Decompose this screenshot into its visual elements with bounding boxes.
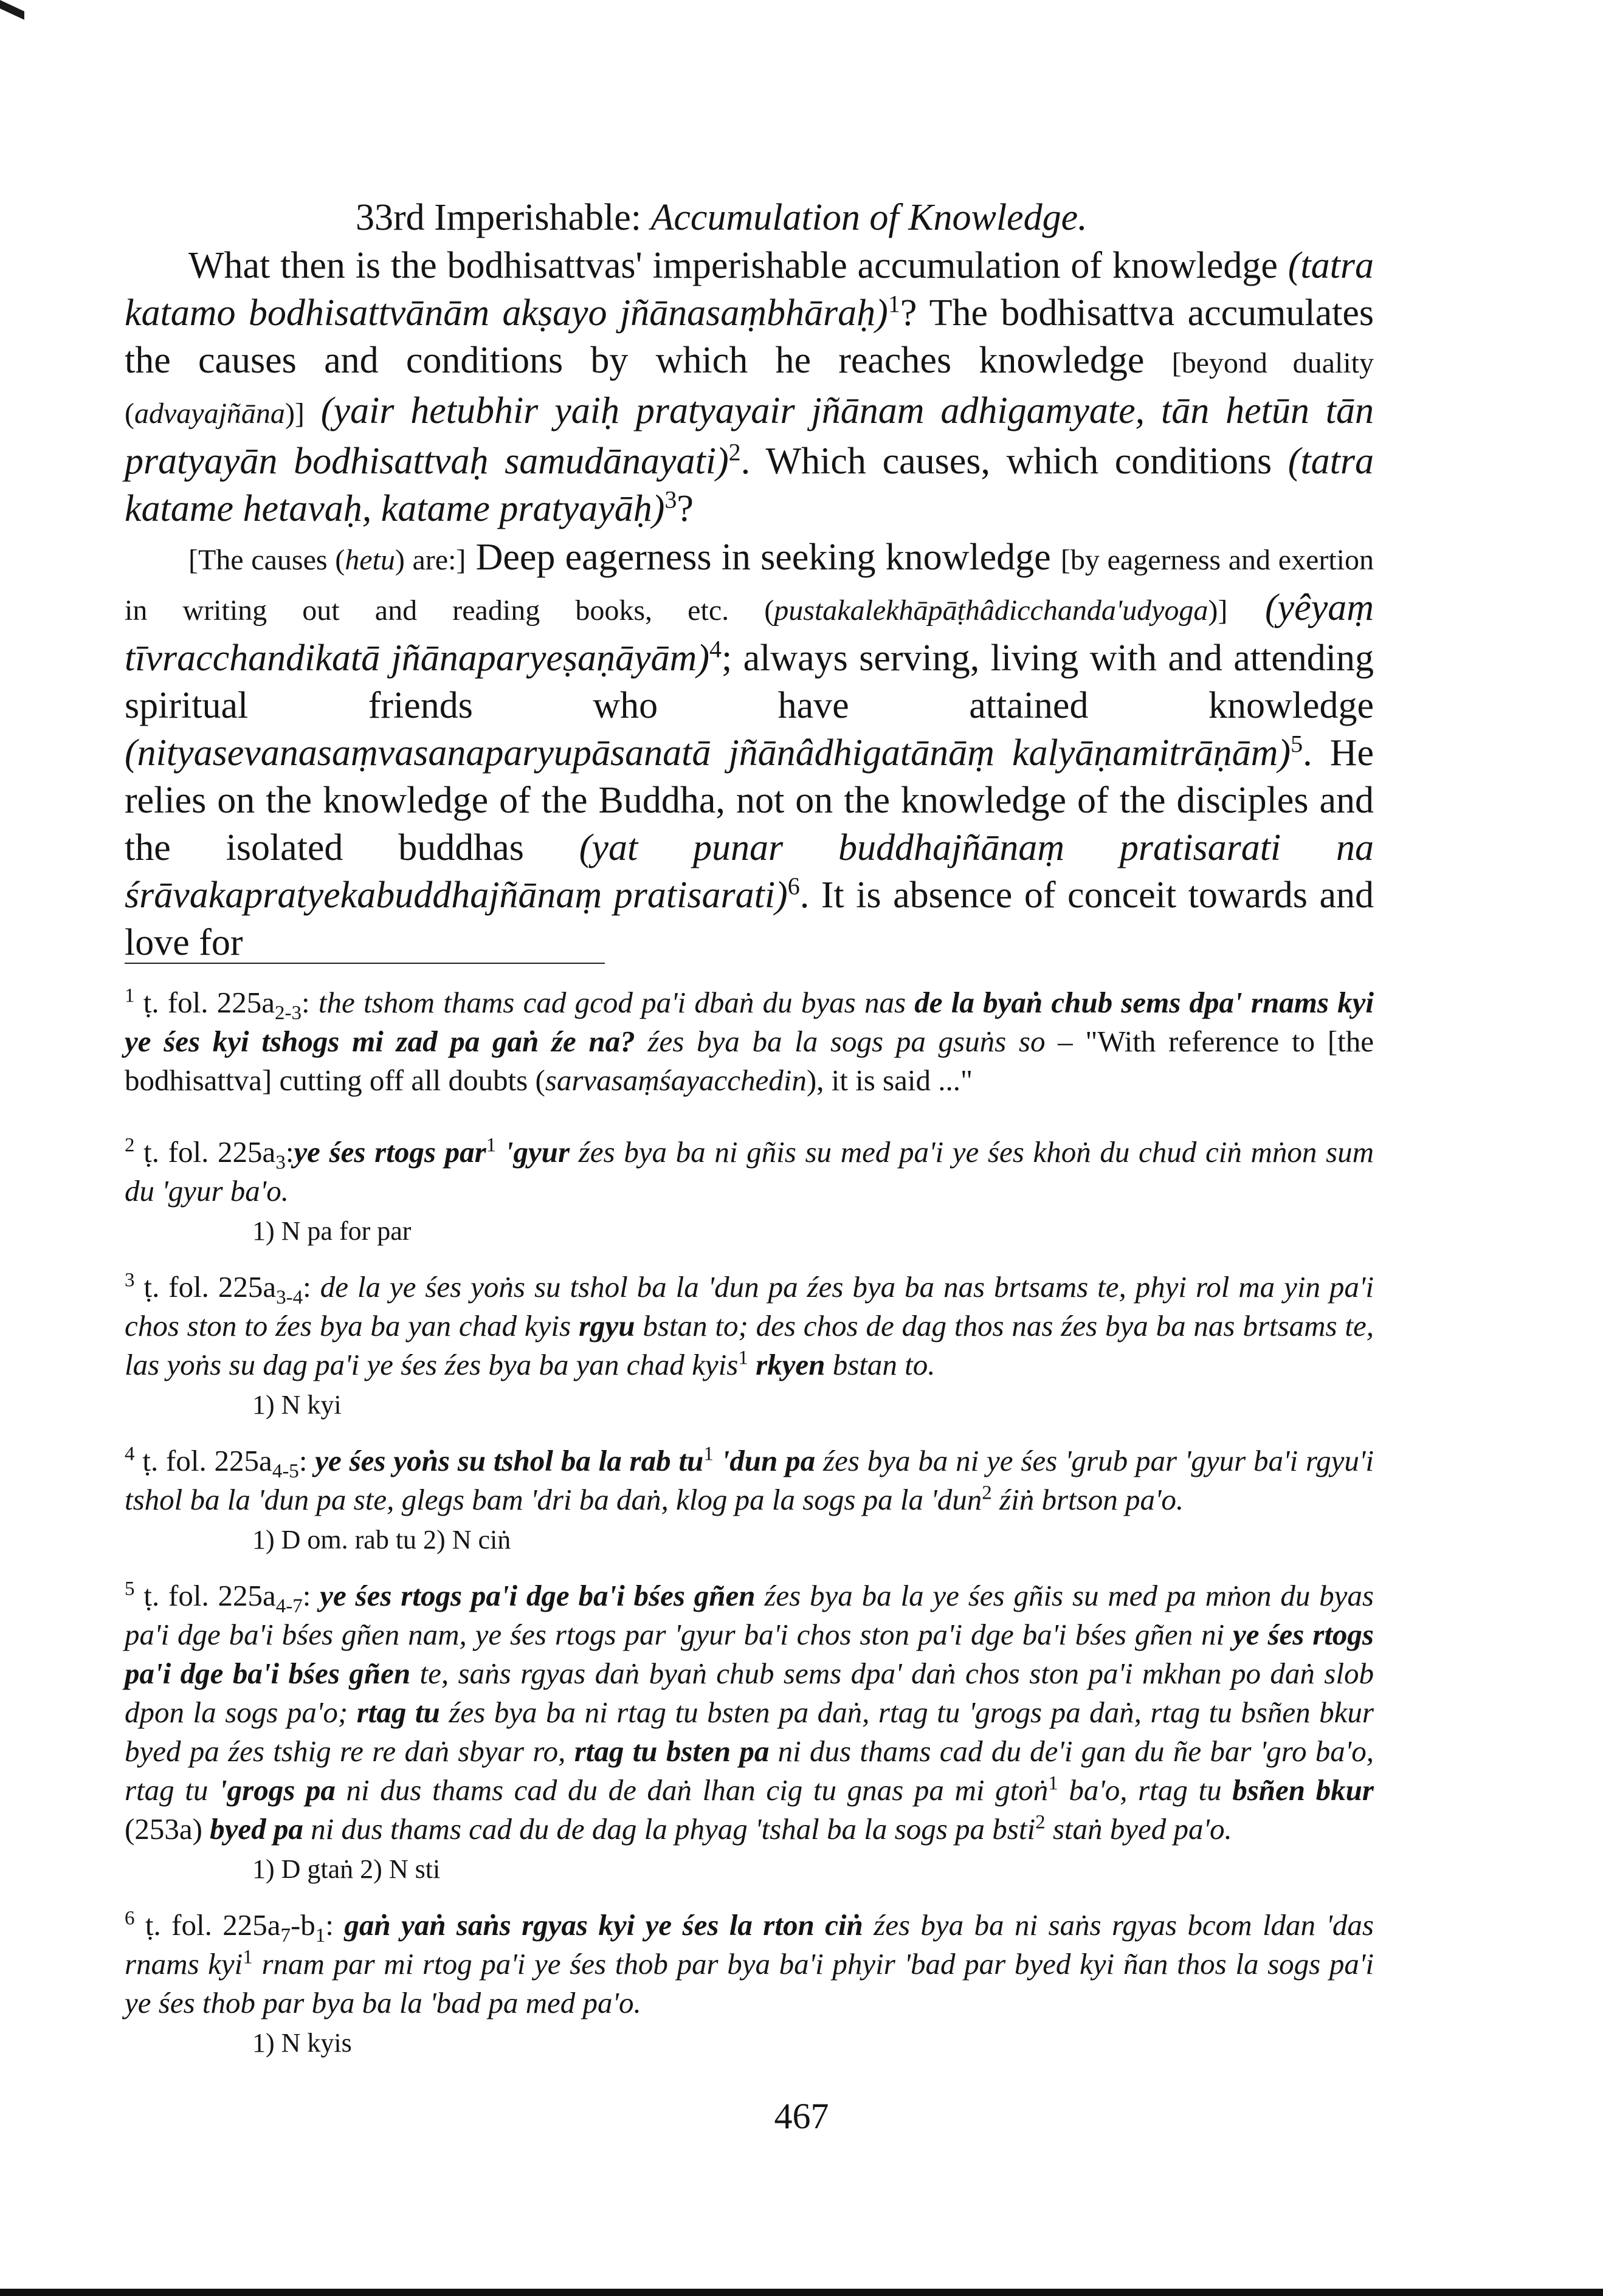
tibetan-text: ni dus thams cad du de daṅ lhan cig tu gnas pa mi gtoṅ xyxy=(335,1773,1049,1807)
tibetan-lemma: ye śes yoṅs su tshol ba la rab tu xyxy=(315,1444,704,1477)
p1-gloss-term: advayajñāna xyxy=(134,397,285,430)
p2-gloss-b-open: [by eagerness and exertion in writing out and reading books, etc. ( xyxy=(125,544,1374,627)
variant-note: 1) N kyi xyxy=(252,1390,342,1420)
translation-text: "With reference to [the bodhisattva] cutting off all doubts ( xyxy=(125,1025,1374,1097)
folio-ref: ṭ. fol. 225a xyxy=(143,986,275,1019)
page-content xyxy=(125,193,1374,2061)
p2-text-c: . He relies on the knowledge of the Buddha, not on the knowledge of the disciples and the isolated buddhas xyxy=(125,732,1374,868)
folio-line: 2-3 xyxy=(275,1002,302,1024)
p1-text-a: What then is the bodhisattvas' imperishable accumulation of knowledge xyxy=(188,245,1288,286)
folio-marker: (253a) xyxy=(125,1812,210,1846)
variant-ref: 2 xyxy=(982,1482,992,1504)
tibetan-text: źiṅ brtson pa'o. xyxy=(991,1483,1184,1516)
p2-text-a: Deep eagerness in seeking knowledge xyxy=(466,537,1061,578)
p2-gloss-a-term: hetu xyxy=(345,544,395,576)
tibetan-lemma: rgyu xyxy=(578,1309,635,1342)
footnote-number: 1 xyxy=(125,985,135,1007)
heading-title: Accumulation of Knowledge. xyxy=(650,197,1088,238)
tibetan-text: źes bya ba la sogs pa gsuṅs so – xyxy=(635,1025,1086,1058)
footnote-ref-4: 4 xyxy=(709,635,722,663)
paragraph-2 xyxy=(125,534,1374,966)
tibetan-lemma: ye śes rtogs pa'i dge ba'i bśes gñen xyxy=(125,1618,1374,1690)
tibetan-text: bstan to. xyxy=(825,1348,936,1381)
footnote-4 xyxy=(125,1442,1374,1519)
folio-range: -b xyxy=(290,1908,315,1942)
footnote-1 xyxy=(125,983,1374,1100)
folio-colon: : xyxy=(298,1444,315,1477)
tibetan-text: ni dus thams cad du de'i gan du ñe bar 'gro ba'o, rtag tu xyxy=(125,1734,1374,1807)
p1-text-b: ? The bodhisattva accumulates the causes and conditions by which he reaches knowledge xyxy=(125,292,1374,381)
tibetan-lemma: 'grogs pa xyxy=(219,1773,336,1807)
folio-ref: ṭ. fol. 225a xyxy=(143,1270,277,1304)
tibetan-lemma: 'gyur xyxy=(496,1135,570,1169)
variant-ref: 1 xyxy=(1048,1772,1058,1795)
folio-line: 1 xyxy=(315,1924,326,1947)
p2-gloss-a-close: ) are:] xyxy=(395,544,466,576)
footnote-number: 6 xyxy=(125,1907,135,1930)
variant-ref: 1 xyxy=(738,1347,748,1369)
footnote-6 xyxy=(125,1906,1374,2023)
p1-gloss-open: [beyond duality ( xyxy=(125,347,1374,430)
tibetan-lemma: bsñen bkur xyxy=(1232,1773,1374,1807)
footnote-number: 2 xyxy=(125,1134,135,1157)
p2-sanskrit-3: (yat punar buddhajñānaṃ pratisarati na śrāvakapratyekabuddhajñānaṃ pratisarati) xyxy=(125,827,1374,916)
folio-line: 3 xyxy=(275,1151,286,1174)
sanskrit-term: sarvasaṃśayacchedin xyxy=(545,1064,807,1097)
scan-corner-mark xyxy=(0,0,24,20)
footnote-ref-5: 5 xyxy=(1291,730,1303,758)
footnote-number: 5 xyxy=(125,1578,135,1600)
tibetan-text: the tshom thams cad gcod pa'i dbaṅ du byas nas xyxy=(318,986,915,1019)
tibetan-text: de la ye śes yoṅs su tshol ba la 'dun pa źes bya ba nas brtsams te, phyi rol ma yin pa'i chos ston to źes bya ba yan chad kyis xyxy=(125,1270,1374,1342)
folio-colon: : xyxy=(302,986,319,1019)
p1-text-c: . Which causes, which conditions xyxy=(740,441,1288,482)
tibetan-text: źes bya ba ni ye śes 'grub par 'gyur ba'i rgyu'i tshol ba la 'dun pa ste, glegs bam 'dri ba daṅ, klog pa la sogs pa la 'dun xyxy=(125,1444,1374,1516)
folio-line: 7 xyxy=(280,1924,291,1947)
footnote-3 xyxy=(125,1268,1374,1384)
p2-gloss-b-close: )] xyxy=(1208,594,1228,627)
footnote-number: 3 xyxy=(125,1269,135,1291)
tibetan-lemma: 'dun pa xyxy=(713,1444,816,1477)
p1-sanskrit-1: (tatra katamo bodhisattvānām akṣayo jñānasaṃbhāraḥ) xyxy=(125,245,1374,334)
folio-ref: ṭ. fol. 225a xyxy=(143,1135,276,1169)
tibetan-text: te, saṅs rgyas daṅ byaṅ chub sems dpa' daṅ chos ston pa'i mkhan po daṅ slob dpon la sogs pa'o; xyxy=(125,1657,1374,1729)
tibetan-text: rnam par mi rtog pa'i ye śes thob par bya ba'i phyir 'bad par byed kyi ñan thos la sogs pa'i ye śes thob par bya ba la 'bad pa med pa'o. xyxy=(125,1947,1374,2019)
footnote-2 xyxy=(125,1133,1374,1211)
folio-colon: : xyxy=(302,1579,320,1612)
tibetan-text: źes bya ba ni rtag tu bsten pa daṅ, rtag tu 'grogs pa daṅ, rtag tu bsñen bkur byed pa źes tshig re re daṅ sbyar ro, xyxy=(125,1696,1374,1768)
folio-ref: ṭ. fol. 225a xyxy=(143,1579,276,1612)
folio-ref: ṭ. fol. 225a xyxy=(145,1908,281,1942)
footnote-ref-6: 6 xyxy=(787,872,800,900)
tibetan-lemma: byed pa xyxy=(210,1812,303,1846)
p1-text-d: ? xyxy=(677,488,694,529)
variant-ref: 1 xyxy=(243,1946,253,1968)
tibetan-text: bstan to; des chos de dag thos nas źes bya ba nas brtsams te, las yoṅs su dag pa'i ye śes źes bya ba yan chad kyis xyxy=(125,1309,1374,1381)
p1-gloss-close: )] xyxy=(284,397,305,430)
variant-note: 1) N pa for par xyxy=(252,1216,412,1246)
tibetan-lemma: ye śes rtogs pa'i dge ba'i bśes gñen xyxy=(320,1579,756,1612)
variant-note: 1) D om. rab tu 2) N ciṅ xyxy=(252,1525,511,1555)
folio-colon: : xyxy=(303,1270,320,1304)
folio-line: 4-7 xyxy=(275,1595,303,1617)
tibetan-text: źes bya ba ni saṅs rgyas bcom ldan 'das rnams kyi xyxy=(125,1908,1374,1981)
tibetan-lemma: gaṅ yaṅ saṅs rgyas kyi ye śes la rton ciṅ xyxy=(344,1908,863,1942)
p2-text-b: ; always serving, living with and attending spiritual friends who have attained knowledge xyxy=(125,638,1374,726)
variant-ref: 1 xyxy=(486,1134,497,1157)
variant-ref: 1 xyxy=(703,1443,714,1465)
footnote-number: 4 xyxy=(125,1443,135,1465)
footnote-rule xyxy=(125,963,605,964)
variant-note: 1) D gtaṅ 2) N sti xyxy=(252,1854,441,1884)
tibetan-text: staṅ byed pa'o. xyxy=(1045,1812,1232,1846)
folio-line: 4-5 xyxy=(272,1460,299,1482)
heading-label: 33rd Imperishable: xyxy=(356,197,651,238)
variant-note: 1) N kyis xyxy=(252,2028,352,2058)
folio-colon: : xyxy=(285,1135,294,1169)
p2-gloss-a-open: [The causes ( xyxy=(188,544,345,576)
p1-sanskrit-3: (tatra katame hetavaḥ, katame pratyayāḥ) xyxy=(125,441,1374,529)
tibetan-text: źes bya ba la ye śes gñis su med pa mṅon du byas pa'i dge ba'i bśes gñen nam, ye śes rtogs par 'gyur ba'i chos ston pa'i dge ba'i bśes gñen ni xyxy=(125,1579,1374,1651)
folio-line: 3-4 xyxy=(276,1286,303,1308)
folio-ref: ṭ. fol. 225a xyxy=(142,1444,272,1477)
folio-colon: : xyxy=(325,1908,345,1942)
p2-gloss-b-term: pustakalekhāpāṭhâdicchanda'udyoga xyxy=(774,594,1208,627)
footnote-5 xyxy=(125,1576,1374,1849)
page-number: 467 xyxy=(774,2096,829,2136)
tibetan-text: ni dus thams cad du de dag la phyag 'tshal ba la sogs pa bsti xyxy=(303,1812,1036,1846)
tibetan-lemma: de la byaṅ chub sems dpa' rnams kyi ye śes kyi tshogs mi zad pa gaṅ źe na? xyxy=(125,986,1374,1058)
footnote-ref-3: 3 xyxy=(664,486,677,514)
translation-text: ), it is said ..." xyxy=(806,1064,973,1097)
p2-sanskrit-2: (nityasevanasaṃvasanaparyupāsanatā jñānâdhigatānāṃ kalyāṇamitrāṇām) xyxy=(125,732,1291,774)
tibetan-text: ba'o, rtag tu xyxy=(1058,1773,1233,1807)
scan-bottom-edge xyxy=(0,2289,1603,2296)
footnote-ref-1: 1 xyxy=(888,290,900,318)
tibetan-text: źes bya ba ni gñis su med pa'i ye śes khoṅ du chud ciṅ mṅon sum du 'gyur ba'o. xyxy=(125,1135,1374,1208)
p2-text-d: . It is absence of conceit towards and love for xyxy=(125,875,1374,963)
section-heading xyxy=(125,193,1374,242)
tibetan-lemma: ye śes rtogs par xyxy=(294,1135,486,1169)
p1-sanskrit-2: (yair hetubhir yaiḥ pratyayair jñānam adhigamyate, tān hetūn tān pratyayān bodhisattvaḥ samudānayati) xyxy=(125,390,1374,482)
p2-sanskrit-1: (yêyaṃ tīvracchandikatā jñānaparyeṣaṇāyām) xyxy=(125,587,1374,679)
tibetan-lemma: rtag tu bsten pa xyxy=(574,1734,770,1768)
footnote-ref-2: 2 xyxy=(728,438,741,466)
variant-ref: 2 xyxy=(1035,1811,1046,1834)
paragraph-1 xyxy=(125,242,1374,532)
tibetan-lemma: rkyen xyxy=(748,1348,826,1381)
tibetan-lemma: rtag tu xyxy=(356,1696,440,1729)
